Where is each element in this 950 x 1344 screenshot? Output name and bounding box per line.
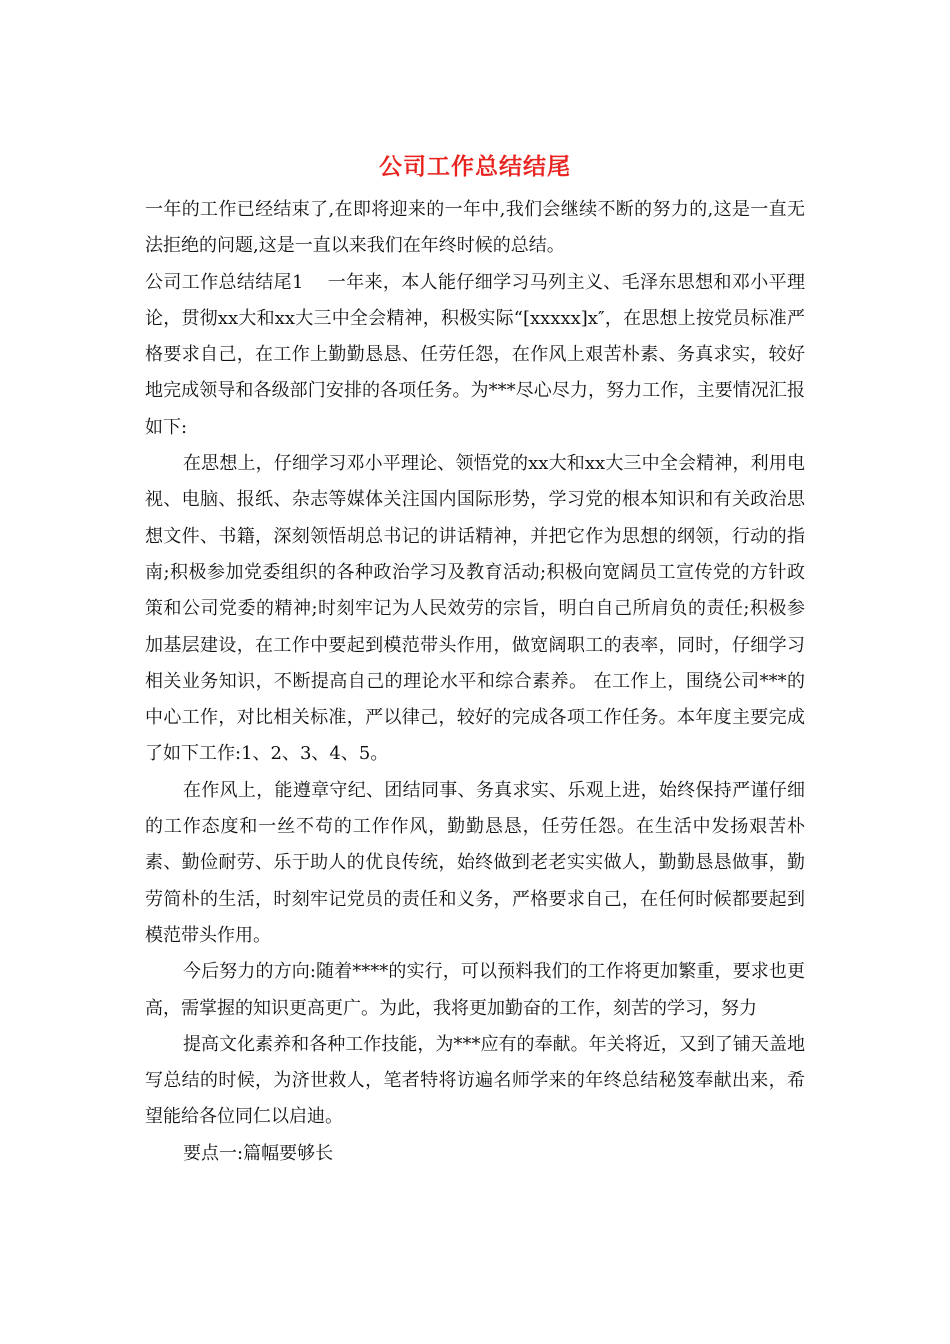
section-heading: 公司工作总结结尾1 <box>145 271 304 293</box>
section-first-text: 一年来，本人能仔细学习马列主义、毛泽东思想和邓小平理论，贯彻xx大和xx大三中全会精神，积极实际“[xxxxx]x″，在思想上按党员标准严格要求自己，在工作上勤勤恳恳、任劳任怨，在作风上艰苦朴素、务真求实，较好地完成领导和各级部门安排的各项任务。为***尽心尽力，努力工作，主要情况汇报如下: <box>145 271 805 438</box>
intro-paragraph: 一年的工作已经结束了,在即将迎来的一年中,我们会继续不断的努力的,这是一直无法拒绝的问题,这是一直以来我们在年终时候的总结。 <box>145 199 805 257</box>
document-title: 公司工作总结结尾 <box>379 154 571 180</box>
paragraph-key-point-one: 要点一:篇幅要够长 <box>183 1142 334 1164</box>
paragraph-ideology: 在思想上，仔细学习邓小平理论、领悟党的xx大和xx大三中全会精神，利用电视、电脑、报纸、杂志等媒体关注国内国际形势，学习党的根本知识和有关政治思想文件、书籍，深刻领悟胡总书记的讲话精神，并把它作为思想的纲领，行动的指南;积极参加党委组织的各种政治学习及教育活动;积极向宽阔员工宣传党的方针政策和公司党委的精神;时刻牢记为人民效劳的宗旨，明白自己所肩负的责任;积极参加基层建设，在工作中要起到模范带头作用，做宽阔职工的表率，同时，仔细学习相关业务知识，不断提高自己的理论水平和综合素养。 在工作上，围绕公司***的中心工作，对比相关标准，严以律己，较好的完成各项工作任务。本年度主要完成了如下工作:1、2、3、4、5。 <box>145 453 805 765</box>
paragraph-improvement: 提高文化素养和各种工作技能，为***应有的奉献。年关将近，又到了铺天盖地写总结的时候，为济世救人，笔者特将访遍名师学来的年终总结秘笈奉献出来，希望能给各位同仁以启迪。 <box>145 1033 805 1128</box>
paragraph-work-style: 在作风上，能遵章守纪、团结同事、务真求实、乐观上进，始终保持严谨仔细的工作态度和一丝不苟的工作作风，勤勤恳恳，任劳任怨。在生活中发扬艰苦朴素、勤俭耐劳、乐于助人的优良传统，始终做到老老实实做人，勤勤恳恳做事，勤劳简朴的生活，时刻牢记党员的责任和义务，严格要求自己，在任何时候都要起到模范带头作用。 <box>145 779 805 946</box>
document-body <box>145 192 805 1172</box>
paragraph-future-direction: 今后努力的方向:随着****的实行，可以预料我们的工作将更加繁重，要求也更高，需掌握的知识更高更广。为此，我将更加勤奋的工作，刻苦的学习，努力 <box>145 961 805 1019</box>
section-first-paragraph <box>145 265 805 446</box>
